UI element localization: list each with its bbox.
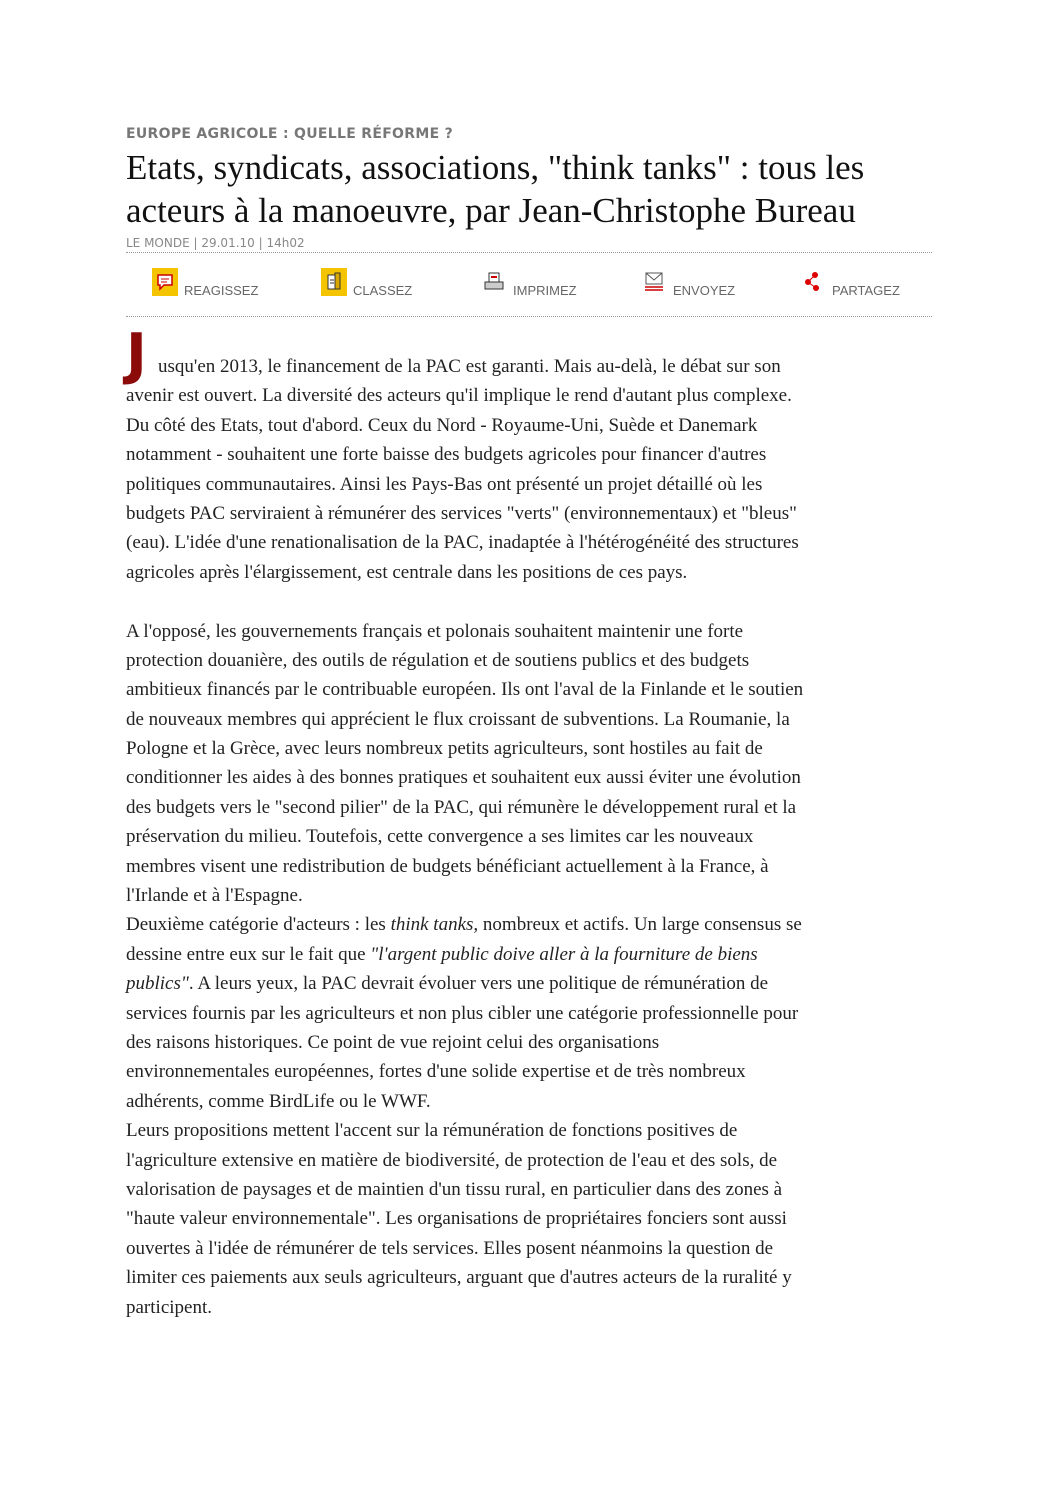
- paragraph: [126, 617, 946, 911]
- article-body: [126, 322, 946, 1322]
- line-text: usqu'en 2013, le financement de la PAC est garanti. Mais au-delà, le débat sur son: [158, 356, 781, 377]
- line-text: services fournis par les agriculteurs et non plus cibler une catégorie professionnelle pour: [126, 1002, 799, 1024]
- share-button[interactable]: [800, 256, 900, 296]
- save-label: CLASSEZ: [353, 283, 413, 298]
- text-line: [126, 1028, 946, 1057]
- react-button[interactable]: [152, 256, 258, 296]
- line-text: participent.: [126, 1296, 212, 1318]
- text-line: [126, 1175, 946, 1204]
- title-line: acteurs à la manoeuvre, par Jean-Christophe Bureau: [126, 191, 856, 230]
- line-text: l'Irlande et à l'Espagne.: [126, 885, 303, 907]
- text-line: [126, 1146, 946, 1175]
- line-text: conditionner les aides à des bonnes pratiques et souhaitent eux aussi éviter une évolution: [126, 767, 801, 789]
- byline: LE MONDE | 29.01.10 | 14h02: [126, 236, 305, 250]
- mail-icon: [641, 268, 667, 296]
- line-text: des raisons historiques. Ce point de vue rejoint celui des organisations: [126, 1031, 660, 1053]
- text-line: [126, 646, 946, 675]
- share-label: PARTAGEZ: [832, 283, 900, 298]
- line-text: notamment - souhaitent une forte baisse des budgets agricoles pour financer d'autres: [126, 444, 767, 466]
- text-line: [126, 881, 946, 910]
- paragraph: [126, 1116, 946, 1322]
- line-text: A l'opposé, les gouvernements français et polonais souhaitent maintenir une forte: [126, 620, 744, 642]
- react-label: REAGISSEZ: [184, 283, 259, 298]
- line-text: politiques communautaires. Ainsi les Pays-Bas ont présenté un projet détaillé où les: [126, 473, 763, 495]
- divider: [126, 252, 932, 253]
- text-line: [126, 1204, 946, 1233]
- line-text: "haute valeur environnementale". Les organisations de propriétaires fonciers sont aussi: [126, 1208, 787, 1230]
- share-icon: [800, 268, 826, 296]
- text-line: [126, 969, 946, 998]
- text-line: [126, 322, 946, 388]
- email-label: ENVOYEZ: [673, 283, 736, 298]
- paragraph-gap: [126, 587, 946, 616]
- line-text: adhérents, comme BirdLife ou le WWF.: [126, 1090, 431, 1112]
- text-line: [126, 940, 946, 969]
- article-title: [126, 146, 946, 232]
- text-line: [126, 617, 946, 646]
- line-text: protection douanière, des outils de régulation et de soutiens publics et des budgets: [126, 649, 750, 671]
- text-line: [126, 1263, 946, 1292]
- line-text: ouvertes à l'idée de rémunérer de tels services. Elles posent néanmoins la question de: [126, 1237, 774, 1259]
- article-toolbar: [126, 256, 932, 306]
- text-line: [126, 440, 946, 469]
- line-text: membres visent une redistribution de budgets bénéficiant actuellement à la France, à: [126, 855, 769, 877]
- text-line: [126, 793, 946, 822]
- italic-text: publics": [126, 973, 189, 995]
- text-line: [126, 381, 946, 410]
- line-text: budgets PAC serviraient à rémunérer des services "verts" (environnementaux) et "bleus": [126, 502, 797, 524]
- line-text: Leurs propositions mettent l'accent sur la rémunération de fonctions positives de: [126, 1120, 738, 1142]
- text-line: [126, 1293, 946, 1322]
- line-text: dessine entre eux sur le fait que: [126, 943, 371, 965]
- paragraph: [126, 910, 946, 1116]
- line-text: des budgets vers le "second pilier" de la PAC, qui rémunère le développement rural et la: [126, 796, 797, 818]
- line-text: préservation du milieu. Toutefois, cette convergence a ses limites car les nouveaux: [126, 826, 754, 848]
- text-line: [126, 1234, 946, 1263]
- text-line: [126, 910, 946, 939]
- paragraph: [126, 322, 946, 587]
- title-line: Etats, syndicats, associations, "think tanks" : tous les: [126, 148, 865, 187]
- line-text: limiter ces paiements aux seuls agriculteurs, arguant que d'autres acteurs de la ruralité y: [126, 1267, 792, 1289]
- line-text: Du côté des Etats, tout d'abord. Ceux du Nord - Royaume-Uni, Suède et Danemark: [126, 414, 758, 436]
- text-line: [126, 675, 946, 704]
- print-label: IMPRIMEZ: [513, 283, 577, 298]
- drop-cap: J: [126, 322, 147, 388]
- text-line: [126, 999, 946, 1028]
- text-line: [126, 852, 946, 881]
- italic-text: think tanks,: [390, 914, 479, 936]
- text-line: [126, 470, 946, 499]
- email-button[interactable]: [641, 256, 735, 296]
- save-button[interactable]: [321, 256, 412, 296]
- line-text: agricoles après l'élargissement, est centrale dans les positions de ces pays.: [126, 561, 688, 583]
- line-text: l'agriculture extensive en matière de biodiversité, de protection de l'eau et des sols, de: [126, 1149, 778, 1171]
- line-text: avenir est ouvert. La diversité des acteurs qu'il implique le rend d'autant plus complexe.: [126, 385, 792, 407]
- divider: [126, 316, 932, 317]
- text-line: [126, 528, 946, 557]
- line-text: nombreux et actifs. Un large consensus se: [478, 914, 802, 936]
- print-button[interactable]: [481, 256, 577, 296]
- text-line: [126, 1087, 946, 1116]
- text-line: [126, 499, 946, 528]
- line-text: (eau). L'idée d'une renationalisation de la PAC, inadaptée à l'hétérogénéité des structures: [126, 532, 799, 554]
- line-text: Deuxième catégorie d'acteurs : les: [126, 914, 391, 936]
- article-kicker: EUROPE AGRICOLE : QUELLE RÉFORME ?: [126, 126, 454, 142]
- text-line: [126, 734, 946, 763]
- line-text: environnementales européennes, fortes d'une solide expertise et de très nombreux: [126, 1061, 746, 1083]
- line-text: ambitieux financés par le contribuable européen. Ils ont l'aval de la Finlande et le soutien: [126, 679, 804, 701]
- line-text: . A leurs yeux, la PAC devrait évoluer vers une politique de rémunération de: [188, 973, 769, 995]
- italic-text: "l'argent public doive aller à la fourniture de biens: [370, 943, 758, 965]
- text-line: [126, 1057, 946, 1086]
- line-text: de nouveaux membres qui apprécient le flux croissant de subventions. La Roumanie, la: [126, 708, 790, 730]
- line-text: Pologne et la Grèce, avec leurs nombreux petits agriculteurs, sont hostiles au fait de: [126, 738, 763, 760]
- text-line: [126, 1116, 946, 1145]
- line-text: valorisation de paysages et de maintien d'un tissu rural, en particulier dans des zones à: [126, 1178, 783, 1200]
- bookmark-icon: [321, 268, 347, 296]
- text-line: [126, 763, 946, 792]
- comment-icon: [152, 268, 178, 296]
- text-line: [126, 822, 946, 851]
- text-line: [126, 411, 946, 440]
- text-line: [126, 705, 946, 734]
- text-line: [126, 558, 946, 587]
- printer-icon: [481, 268, 507, 296]
